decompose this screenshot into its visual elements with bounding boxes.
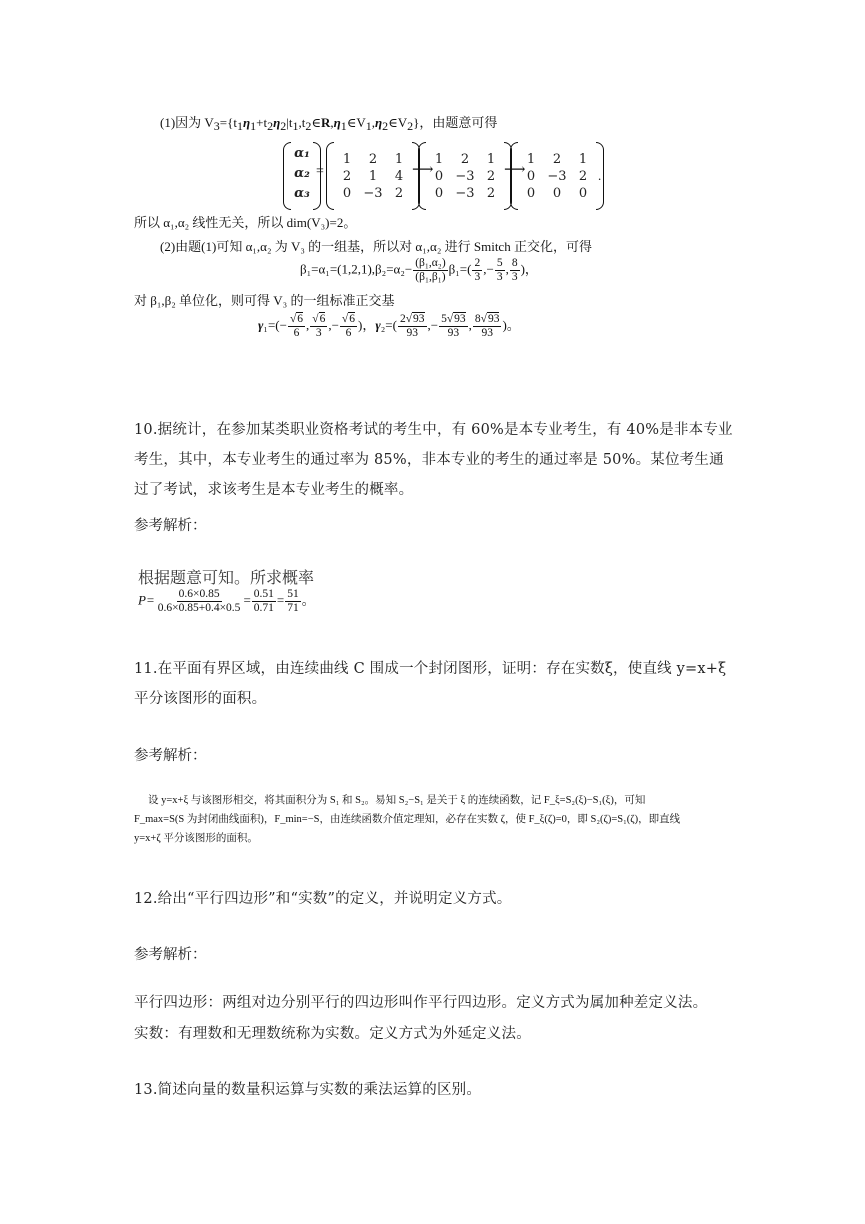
q10-reference-label: 参考解析： [134, 518, 207, 534]
solution9-block [160, 112, 630, 134]
solution9-line1: (1)因为 V3={t1η1+t2η2|t1,t2∈R,η1∈V1,η2∈V2}，由题意可得 [160, 115, 498, 133]
beta-line: β₁=α₁=(1,2,1),β₂=α₂− $\frac{\text{(β₁,α₂)}}{\text{(β₁,β₁)}}$ β₁=( $\frac{2}{3}$ ,− $\frac{5}{3}$ , $\frac{8}{3}$ )， [300, 257, 538, 283]
equals-sign: = [316, 164, 324, 179]
q10-answer-formula: P= $\frac{0.6\times 0.85}{0.6\times 0.85+0.4\times 0.5}$ = $\frac{0.51}{0.71}$ = $\frac{51}{71}$ 。 [138, 588, 315, 614]
solution9-conclusion1: 所以 α₁,α₂ 线性无关，所以 dim(V₃)=2。 [134, 215, 357, 230]
matrix-1: 1 2 1 2 1 4 0 −3 2 [326, 142, 420, 210]
question-13: 13.简述向量的数量积运算与实数的乘法运算的区别。 [134, 1082, 482, 1098]
q12-answer-line2: 实数：有理数和无理数统称为实数。定义方式为外延定义法。 [134, 1026, 531, 1042]
question-12: 12.给出“平行四边形”和“实数”的定义，并说明定义方式。 [134, 891, 512, 907]
gamma-line: γ₁=(− $\frac{√6}{6}$ , $\frac{√6}{3}$ ,− $\frac{√6}{6}$ )，γ₂=( $\frac{2√93}{93}$ ,− $\frac{5√93}{93}$ , $\frac{8√93}{93}$ )。 [258, 313, 520, 339]
period-mark: . [598, 168, 602, 183]
question-10: 10.据统计，在参加某类职业资格考试的考生中，有 60%是本专业考生，有 40%是非本专业考生，其中，本专业考生的通过率为 85%，非本专业的考生的通过率是 50%。某位考生通过了考试，求该考生是本专业考生的概率。 [134, 422, 733, 498]
q12-reference-label: 参考解析： [134, 947, 207, 963]
q11-answer-line2: F_max=S(S 为封闭曲线面积)，F_min=−S，由连续函数介值定理知，必存在实数 ζ，使 F_ξ(ζ)=0，即 S₂(ζ)=S₁(ζ)，即直线 [134, 814, 681, 825]
matrix-vector: α₁ α₂ α₃ [283, 142, 321, 210]
arrow-icon: ⟶ [504, 162, 526, 178]
q11-answer-line1: 设 y=x+ξ 与该图形相交，将其面积分为 S₁ 和 S₂。易知 S₂−S₁ 是关于 ξ 的连续函数，记 F_ξ=S₂(ξ)−S₁(ξ)，可知 [148, 795, 646, 806]
question-11: 11.在平面有界区域，由连续曲线 C 围成一个封闭图形，证明：存在实数ξ，使直线 y=x+ξ平分该图形的面积。 [134, 661, 727, 707]
matrix-3: 1 2 1 0 −3 2 0 0 0 [510, 142, 604, 210]
q11-reference-label: 参考解析： [134, 748, 207, 764]
unit-line: 对 β₁,β₂ 单位化，则可得 V₃ 的一组标准正交基 [134, 293, 395, 308]
arrow-icon: ⟶ [412, 162, 434, 178]
solution9-part2: (2)由题(1)可知 α₁,α₂ 为 V₃ 的一组基，所以对 α₁,α₂ 进行 Smitch 正交化，可得 [160, 239, 592, 254]
matrix-2: 1 2 1 0 −3 2 0 −3 2 [418, 142, 512, 210]
q11-answer-line3: y=x+ζ 平分该图形的面积。 [134, 833, 258, 844]
q12-answer-line1: 平行四边形：两组对边分别平行的四边形叫作平行四边形。定义方式为属加种差定义法。 [134, 995, 708, 1011]
q10-answer-line1: 根据题意可知。所求概率 [138, 568, 315, 587]
